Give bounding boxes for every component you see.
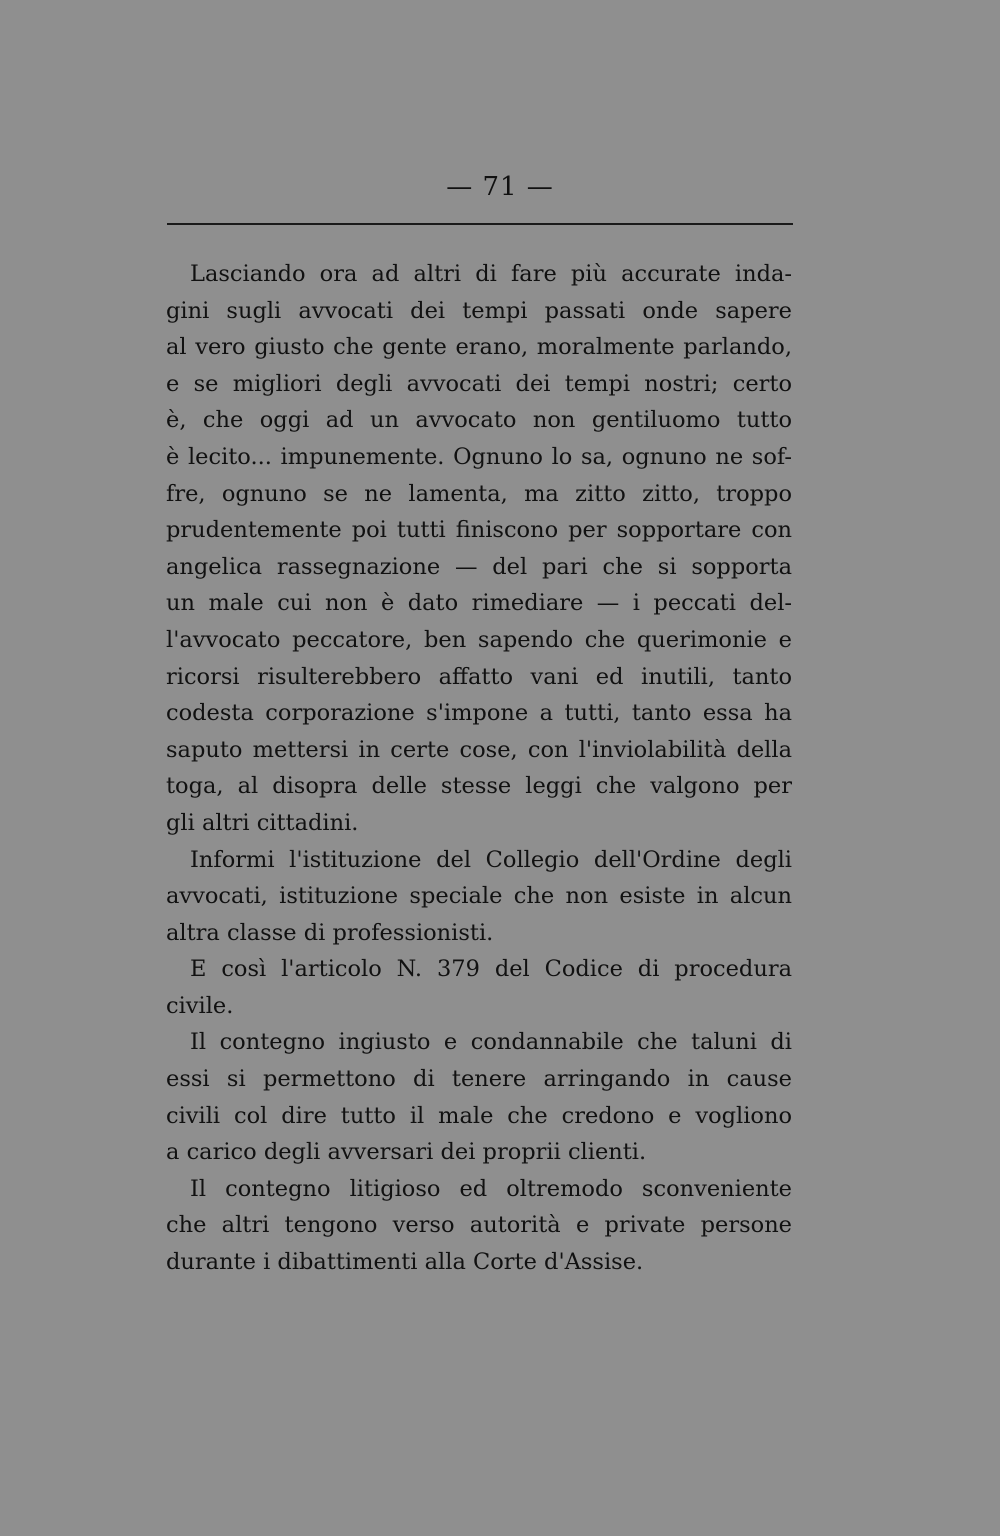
text-line: altra classe di professionisti. — [166, 919, 494, 946]
paragraph-3 — [166, 951, 792, 1024]
paragraph-2 — [166, 842, 792, 952]
text-line: e se migliori degli avvocati dei tempi nostri; certo — [166, 370, 792, 397]
paragraph-1 — [166, 256, 792, 842]
text-line: gli altri cittadini. — [166, 809, 359, 836]
paragraph-5 — [166, 1171, 792, 1281]
text-line: Lasciando ora ad altri di fare più accurate inda- — [190, 261, 792, 287]
page-number: — 71 — — [446, 172, 554, 202]
body-text — [166, 256, 792, 1281]
text-line: prudentemente poi tutti finiscono per sopportare con — [166, 517, 792, 544]
header-rule — [167, 223, 793, 225]
text-line: Informi l'istituzione del Collegio dell'Ordine degli — [190, 846, 792, 873]
text-line: avvocati, istituzione speciale che non esiste in alcun — [166, 883, 792, 910]
text-line: fre, ognuno se ne lamenta, ma zitto zitto, troppo — [166, 480, 792, 507]
text-line: gini sugli avvocati dei tempi passati onde sapere — [166, 297, 792, 324]
text-line: Il contegno litigioso ed oltremodo sconveniente — [190, 1175, 792, 1202]
text-line: ricorsi risulterebbero affatto vani ed inutili, tanto — [166, 663, 792, 690]
text-line: a carico degli avversari dei proprii clienti. — [166, 1139, 647, 1166]
text-line: civile. — [166, 992, 234, 1019]
text-line: Il contegno ingiusto e condannabile che taluni di — [190, 1029, 792, 1056]
text-line: saputo mettersi in certe cose, con l'inviolabilità della — [166, 736, 792, 763]
text-line: E così l'articolo N. 379 del Codice di procedura — [190, 956, 792, 983]
text-line: un male cui non è dato rimediare — i peccati del- — [166, 590, 792, 617]
text-line: al vero giusto che gente erano, moralmente parlando, — [166, 334, 792, 361]
paragraph-4 — [166, 1024, 792, 1170]
text-line: essi si permettono di tenere arringando in cause — [166, 1066, 792, 1093]
text-line: durante i dibattimenti alla Corte d'Assise. — [166, 1249, 644, 1276]
text-line: è lecito... impunemente. Ognuno lo sa, ognuno ne sof- — [166, 443, 792, 470]
text-line: codesta corporazione s'impone a tutti, tanto essa ha — [166, 700, 792, 727]
text-line: angelica rassegnazione — del pari che si sopporta — [166, 553, 792, 580]
text-line: che altri tengono verso autorità e private persone — [166, 1212, 792, 1239]
text-line: è, che oggi ad un avvocato non gentiluomo tutto — [166, 407, 792, 434]
text-line: civili col dire tutto il male che credono e vogliono — [166, 1102, 792, 1129]
text-line: toga, al disopra delle stesse leggi che valgono per — [166, 773, 792, 800]
text-line: l'avvocato peccatore, ben sapendo che querimonie e — [166, 626, 792, 653]
